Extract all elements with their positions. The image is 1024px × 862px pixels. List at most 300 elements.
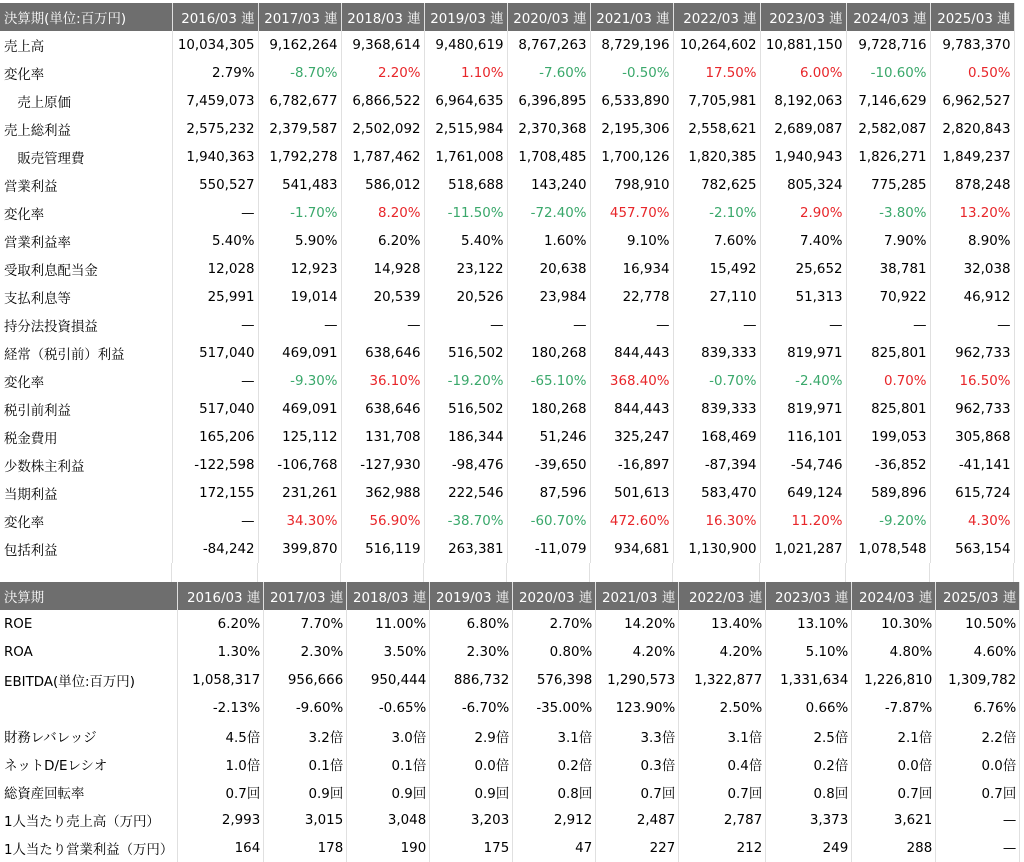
value-cell[interactable]: 10,034,305	[172, 31, 258, 59]
value-cell[interactable]: 0.1倍	[347, 750, 430, 778]
value-cell[interactable]: 1.60%	[507, 227, 590, 255]
value-cell[interactable]: 819,971	[760, 339, 846, 367]
value-cell[interactable]: —	[936, 834, 1020, 862]
value-cell[interactable]: 805,324	[760, 171, 846, 199]
value-cell[interactable]: 16,934	[590, 255, 673, 283]
value-cell[interactable]: -72.40%	[507, 199, 590, 227]
value-cell[interactable]: 583,470	[673, 479, 760, 507]
value-cell[interactable]: 231,261	[258, 479, 341, 507]
value-cell[interactable]: 3,621	[852, 806, 936, 834]
value-cell[interactable]: 819,971	[760, 395, 846, 423]
value-cell[interactable]: 180,268	[507, 395, 590, 423]
value-cell[interactable]: 222,546	[424, 479, 507, 507]
value-cell[interactable]: -106,768	[258, 451, 341, 479]
value-cell[interactable]: 7.70%	[264, 610, 347, 638]
value-cell[interactable]: 19,014	[258, 283, 341, 311]
value-cell[interactable]: 1,792,278	[258, 143, 341, 171]
value-cell[interactable]: 0.1倍	[264, 750, 347, 778]
value-cell[interactable]: -9.60%	[264, 694, 347, 722]
value-cell[interactable]: —	[846, 311, 930, 339]
value-cell[interactable]: 962,733	[930, 339, 1014, 367]
row-label-cell[interactable]: 少数株主利益	[0, 451, 172, 479]
value-cell[interactable]: —	[590, 311, 673, 339]
value-cell[interactable]: 7,705,981	[673, 87, 760, 115]
value-cell[interactable]: -36,852	[846, 451, 930, 479]
value-cell[interactable]: —	[424, 311, 507, 339]
value-cell[interactable]: —	[172, 311, 258, 339]
value-cell[interactable]: 615,724	[930, 479, 1014, 507]
value-cell[interactable]: 70,922	[846, 283, 930, 311]
value-cell[interactable]: 956,666	[264, 666, 347, 694]
value-cell[interactable]: 0.9回	[430, 778, 513, 806]
header-period-cell[interactable]: 2017/03 連	[258, 3, 341, 31]
header-period-cell[interactable]: 2021/03 連	[590, 3, 673, 31]
row-label-cell[interactable]: 持分法投資損益	[0, 311, 172, 339]
value-cell[interactable]: 563,154	[930, 535, 1014, 563]
header-period-cell[interactable]: 2022/03 連	[673, 3, 760, 31]
value-cell[interactable]: 8,192,063	[760, 87, 846, 115]
value-cell[interactable]: 1,290,573	[596, 666, 679, 694]
header-period-cell[interactable]: 2023/03 連	[760, 3, 846, 31]
value-cell[interactable]: 11.00%	[347, 610, 430, 638]
row-label-cell[interactable]: 変化率	[0, 367, 172, 395]
value-cell[interactable]: 2.90%	[760, 199, 846, 227]
value-cell[interactable]: -0.65%	[347, 694, 430, 722]
value-cell[interactable]: 0.80%	[513, 638, 596, 666]
value-cell[interactable]: 2.1倍	[852, 722, 936, 750]
value-cell[interactable]: 1,787,462	[341, 143, 424, 171]
value-cell[interactable]: 399,870	[258, 535, 341, 563]
value-cell[interactable]: 886,732	[430, 666, 513, 694]
value-cell[interactable]: 3,373	[766, 806, 852, 834]
header-label-cell[interactable]: 決算期(単位:百万円)	[0, 3, 172, 31]
value-cell[interactable]: 2.70%	[513, 610, 596, 638]
value-cell[interactable]: 638,646	[341, 395, 424, 423]
value-cell[interactable]: 3,048	[347, 806, 430, 834]
value-cell[interactable]: 2,379,587	[258, 115, 341, 143]
value-cell[interactable]: 2,195,306	[590, 115, 673, 143]
value-cell[interactable]: -87,394	[673, 451, 760, 479]
value-cell[interactable]: 10,881,150	[760, 31, 846, 59]
value-cell[interactable]: 839,333	[673, 339, 760, 367]
value-cell[interactable]: -11,079	[507, 535, 590, 563]
value-cell[interactable]: 1,700,126	[590, 143, 673, 171]
value-cell[interactable]: 125,112	[258, 423, 341, 451]
value-cell[interactable]: 2,487	[596, 806, 679, 834]
row-label-cell[interactable]: 販売管理費	[0, 143, 172, 171]
value-cell[interactable]: 2,370,368	[507, 115, 590, 143]
value-cell[interactable]: 1.0倍	[178, 750, 264, 778]
value-cell[interactable]: 6,964,635	[424, 87, 507, 115]
value-cell[interactable]: -7.60%	[507, 59, 590, 87]
value-cell[interactable]: 6.80%	[430, 610, 513, 638]
value-cell[interactable]: 186,344	[424, 423, 507, 451]
value-cell[interactable]: 3.50%	[347, 638, 430, 666]
row-label-cell[interactable]: 総資産回転率	[0, 778, 178, 806]
value-cell[interactable]: 325,247	[590, 423, 673, 451]
row-label-cell[interactable]: EBITDA(単位:百万円)	[0, 666, 178, 694]
header-period-cell[interactable]: 2016/03 連	[172, 3, 258, 31]
value-cell[interactable]: 1,322,877	[679, 666, 766, 694]
value-cell[interactable]: 10.30%	[852, 610, 936, 638]
value-cell[interactable]: 199,053	[846, 423, 930, 451]
value-cell[interactable]: 1,021,287	[760, 535, 846, 563]
value-cell[interactable]: 3.1倍	[679, 722, 766, 750]
value-cell[interactable]: —	[930, 311, 1014, 339]
value-cell[interactable]: 2,582,087	[846, 115, 930, 143]
value-cell[interactable]: 87,596	[507, 479, 590, 507]
value-cell[interactable]: 368.40%	[590, 367, 673, 395]
value-cell[interactable]: 844,443	[590, 395, 673, 423]
value-cell[interactable]: -1.70%	[258, 199, 341, 227]
row-label-cell[interactable]: 変化率	[0, 199, 172, 227]
value-cell[interactable]: 0.0倍	[852, 750, 936, 778]
row-label-cell[interactable]: 税引前利益	[0, 395, 172, 423]
value-cell[interactable]: 20,638	[507, 255, 590, 283]
value-cell[interactable]: 934,681	[590, 535, 673, 563]
value-cell[interactable]: 0.9回	[264, 778, 347, 806]
value-cell[interactable]: 825,801	[846, 339, 930, 367]
value-cell[interactable]: 6,962,527	[930, 87, 1014, 115]
value-cell[interactable]: 1,309,782	[936, 666, 1020, 694]
value-cell[interactable]: 7,459,073	[172, 87, 258, 115]
value-cell[interactable]: —	[172, 507, 258, 535]
value-cell[interactable]: 516,119	[341, 535, 424, 563]
value-cell[interactable]: -2.40%	[760, 367, 846, 395]
value-cell[interactable]: 212	[679, 834, 766, 862]
value-cell[interactable]: 175	[430, 834, 513, 862]
value-cell[interactable]: 47	[513, 834, 596, 862]
value-cell[interactable]: 8,729,196	[590, 31, 673, 59]
value-cell[interactable]: -60.70%	[507, 507, 590, 535]
value-cell[interactable]: 2.9倍	[430, 722, 513, 750]
value-cell[interactable]: 8.20%	[341, 199, 424, 227]
value-cell[interactable]: 23,984	[507, 283, 590, 311]
value-cell[interactable]: 1,331,634	[766, 666, 852, 694]
value-cell[interactable]: 51,313	[760, 283, 846, 311]
value-cell[interactable]: 0.4倍	[679, 750, 766, 778]
header-period-cell[interactable]: 2020/03 連	[507, 3, 590, 31]
header-period-cell[interactable]: 2024/03 連	[846, 3, 930, 31]
value-cell[interactable]: 8.90%	[930, 227, 1014, 255]
value-cell[interactable]: 0.0倍	[430, 750, 513, 778]
value-cell[interactable]: 0.7回	[596, 778, 679, 806]
value-cell[interactable]: 4.30%	[930, 507, 1014, 535]
value-cell[interactable]: 950,444	[347, 666, 430, 694]
value-cell[interactable]: —	[172, 199, 258, 227]
value-cell[interactable]: -16,897	[590, 451, 673, 479]
row-label-cell[interactable]: 営業利益率	[0, 227, 172, 255]
value-cell[interactable]: 1,078,548	[846, 535, 930, 563]
value-cell[interactable]: 2,689,087	[760, 115, 846, 143]
value-cell[interactable]: 2.5倍	[766, 722, 852, 750]
row-label-cell[interactable]: 売上総利益	[0, 115, 172, 143]
value-cell[interactable]: 7,146,629	[846, 87, 930, 115]
header-label-cell[interactable]: 決算期	[0, 582, 178, 610]
value-cell[interactable]: -39,650	[507, 451, 590, 479]
value-cell[interactable]: 9,480,619	[424, 31, 507, 59]
value-cell[interactable]: 56.90%	[341, 507, 424, 535]
value-cell[interactable]: 2,502,092	[341, 115, 424, 143]
value-cell[interactable]: 1,226,810	[852, 666, 936, 694]
value-cell[interactable]: -98,476	[424, 451, 507, 479]
value-cell[interactable]: 469,091	[258, 395, 341, 423]
value-cell[interactable]: 798,910	[590, 171, 673, 199]
row-label-cell[interactable]: ネットD/Eレシオ	[0, 750, 178, 778]
value-cell[interactable]: 4.20%	[679, 638, 766, 666]
value-cell[interactable]: 34.30%	[258, 507, 341, 535]
value-cell[interactable]: 2,787	[679, 806, 766, 834]
value-cell[interactable]: 541,483	[258, 171, 341, 199]
value-cell[interactable]: 576,398	[513, 666, 596, 694]
value-cell[interactable]: 2.79%	[172, 59, 258, 87]
value-cell[interactable]: 14,928	[341, 255, 424, 283]
row-label-cell[interactable]	[0, 694, 178, 722]
value-cell[interactable]: 27,110	[673, 283, 760, 311]
value-cell[interactable]: 6.76%	[936, 694, 1020, 722]
value-cell[interactable]: 1,940,363	[172, 143, 258, 171]
value-cell[interactable]: 1,826,271	[846, 143, 930, 171]
value-cell[interactable]: -41,141	[930, 451, 1014, 479]
value-cell[interactable]: 9,162,264	[258, 31, 341, 59]
value-cell[interactable]: -84,242	[172, 535, 258, 563]
value-cell[interactable]: 6,396,895	[507, 87, 590, 115]
value-cell[interactable]: 12,923	[258, 255, 341, 283]
value-cell[interactable]: 589,896	[846, 479, 930, 507]
value-cell[interactable]: 13.20%	[930, 199, 1014, 227]
value-cell[interactable]: 0.2倍	[766, 750, 852, 778]
value-cell[interactable]: -38.70%	[424, 507, 507, 535]
value-cell[interactable]: 5.40%	[424, 227, 507, 255]
value-cell[interactable]: 0.66%	[766, 694, 852, 722]
value-cell[interactable]: 775,285	[846, 171, 930, 199]
value-cell[interactable]: 3,015	[264, 806, 347, 834]
value-cell[interactable]: 288	[852, 834, 936, 862]
header-period-cell[interactable]: 2019/03 連	[430, 582, 513, 610]
value-cell[interactable]: 5.10%	[766, 638, 852, 666]
value-cell[interactable]: -2.13%	[178, 694, 264, 722]
value-cell[interactable]: 825,801	[846, 395, 930, 423]
value-cell[interactable]: -54,746	[760, 451, 846, 479]
value-cell[interactable]: 4.80%	[852, 638, 936, 666]
value-cell[interactable]: 501,613	[590, 479, 673, 507]
value-cell[interactable]: 3.3倍	[596, 722, 679, 750]
row-label-cell[interactable]: 売上原価	[0, 87, 172, 115]
value-cell[interactable]: 516,502	[424, 339, 507, 367]
header-period-cell[interactable]: 2025/03 連	[930, 3, 1014, 31]
value-cell[interactable]: 168,469	[673, 423, 760, 451]
row-label-cell[interactable]: 経常（税引前）利益	[0, 339, 172, 367]
value-cell[interactable]: 9,783,370	[930, 31, 1014, 59]
row-label-cell[interactable]: 当期利益	[0, 479, 172, 507]
value-cell[interactable]: -11.50%	[424, 199, 507, 227]
row-label-cell[interactable]: 売上高	[0, 31, 172, 59]
value-cell[interactable]: 0.7回	[679, 778, 766, 806]
value-cell[interactable]: 1,058,317	[178, 666, 264, 694]
value-cell[interactable]: 16.50%	[930, 367, 1014, 395]
value-cell[interactable]: 7.40%	[760, 227, 846, 255]
value-cell[interactable]: -10.60%	[846, 59, 930, 87]
header-period-cell[interactable]: 2025/03 連	[936, 582, 1020, 610]
value-cell[interactable]: 6,866,522	[341, 87, 424, 115]
value-cell[interactable]: 516,502	[424, 395, 507, 423]
value-cell[interactable]: 2,993	[178, 806, 264, 834]
value-cell[interactable]: 38,781	[846, 255, 930, 283]
value-cell[interactable]: —	[341, 311, 424, 339]
header-period-cell[interactable]: 2022/03 連	[679, 582, 766, 610]
value-cell[interactable]: 131,708	[341, 423, 424, 451]
value-cell[interactable]: 7.60%	[673, 227, 760, 255]
value-cell[interactable]: 5.90%	[258, 227, 341, 255]
value-cell[interactable]: 4.60%	[936, 638, 1020, 666]
value-cell[interactable]: 0.7回	[178, 778, 264, 806]
value-cell[interactable]: 11.20%	[760, 507, 846, 535]
value-cell[interactable]: 1,940,943	[760, 143, 846, 171]
value-cell[interactable]: 3.0倍	[347, 722, 430, 750]
value-cell[interactable]: 2,558,621	[673, 115, 760, 143]
value-cell[interactable]: 249	[766, 834, 852, 862]
value-cell[interactable]: -65.10%	[507, 367, 590, 395]
value-cell[interactable]: 2.20%	[341, 59, 424, 87]
value-cell[interactable]: 22,778	[590, 283, 673, 311]
value-cell[interactable]: 839,333	[673, 395, 760, 423]
value-cell[interactable]: 6,782,677	[258, 87, 341, 115]
value-cell[interactable]: 13.10%	[766, 610, 852, 638]
value-cell[interactable]: 1,761,008	[424, 143, 507, 171]
value-cell[interactable]: 586,012	[341, 171, 424, 199]
value-cell[interactable]: 362,988	[341, 479, 424, 507]
value-cell[interactable]: -8.70%	[258, 59, 341, 87]
row-label-cell[interactable]: 変化率	[0, 59, 172, 87]
value-cell[interactable]: 0.9回	[347, 778, 430, 806]
value-cell[interactable]: —	[258, 311, 341, 339]
value-cell[interactable]: 4.5倍	[178, 722, 264, 750]
value-cell[interactable]: -9.30%	[258, 367, 341, 395]
value-cell[interactable]: -6.70%	[430, 694, 513, 722]
header-period-cell[interactable]: 2020/03 連	[513, 582, 596, 610]
value-cell[interactable]: 0.3倍	[596, 750, 679, 778]
value-cell[interactable]: 180,268	[507, 339, 590, 367]
value-cell[interactable]: 3.2倍	[264, 722, 347, 750]
value-cell[interactable]: 782,625	[673, 171, 760, 199]
value-cell[interactable]: —	[673, 311, 760, 339]
value-cell[interactable]: 15,492	[673, 255, 760, 283]
value-cell[interactable]: 14.20%	[596, 610, 679, 638]
row-label-cell[interactable]: 支払利息等	[0, 283, 172, 311]
value-cell[interactable]: —	[507, 311, 590, 339]
value-cell[interactable]: 457.70%	[590, 199, 673, 227]
value-cell[interactable]: -127,930	[341, 451, 424, 479]
value-cell[interactable]: 51,246	[507, 423, 590, 451]
value-cell[interactable]: -2.10%	[673, 199, 760, 227]
value-cell[interactable]: 2,515,984	[424, 115, 507, 143]
value-cell[interactable]: 123.90%	[596, 694, 679, 722]
value-cell[interactable]: 10,264,602	[673, 31, 760, 59]
value-cell[interactable]: 12,028	[172, 255, 258, 283]
row-label-cell[interactable]: 受取利息配当金	[0, 255, 172, 283]
value-cell[interactable]: 9,728,716	[846, 31, 930, 59]
value-cell[interactable]: 518,688	[424, 171, 507, 199]
value-cell[interactable]: 3.1倍	[513, 722, 596, 750]
value-cell[interactable]: 190	[347, 834, 430, 862]
value-cell[interactable]: 0.70%	[846, 367, 930, 395]
value-cell[interactable]: -3.80%	[846, 199, 930, 227]
value-cell[interactable]: 10.50%	[936, 610, 1020, 638]
value-cell[interactable]: 2.50%	[679, 694, 766, 722]
value-cell[interactable]: 164	[178, 834, 264, 862]
value-cell[interactable]: -0.50%	[590, 59, 673, 87]
value-cell[interactable]: 2.30%	[264, 638, 347, 666]
value-cell[interactable]: 1,130,900	[673, 535, 760, 563]
value-cell[interactable]: 2,575,232	[172, 115, 258, 143]
value-cell[interactable]: 2,820,843	[930, 115, 1014, 143]
value-cell[interactable]: 0.7回	[852, 778, 936, 806]
header-period-cell[interactable]: 2018/03 連	[347, 582, 430, 610]
value-cell[interactable]: 7.90%	[846, 227, 930, 255]
value-cell[interactable]: 116,101	[760, 423, 846, 451]
value-cell[interactable]: 517,040	[172, 339, 258, 367]
value-cell[interactable]: 165,206	[172, 423, 258, 451]
value-cell[interactable]: 472.60%	[590, 507, 673, 535]
value-cell[interactable]: 8,767,263	[507, 31, 590, 59]
value-cell[interactable]: -9.20%	[846, 507, 930, 535]
value-cell[interactable]: -35.00%	[513, 694, 596, 722]
value-cell[interactable]: 13.40%	[679, 610, 766, 638]
value-cell[interactable]: -19.20%	[424, 367, 507, 395]
value-cell[interactable]: 6,533,890	[590, 87, 673, 115]
value-cell[interactable]: 6.20%	[178, 610, 264, 638]
row-label-cell[interactable]: 1人当たり営業利益（万円）	[0, 834, 178, 862]
value-cell[interactable]: 178	[264, 834, 347, 862]
value-cell[interactable]: 878,248	[930, 171, 1014, 199]
value-cell[interactable]: 172,155	[172, 479, 258, 507]
value-cell[interactable]: 0.2倍	[513, 750, 596, 778]
row-label-cell[interactable]: ROE	[0, 610, 178, 638]
value-cell[interactable]: 263,381	[424, 535, 507, 563]
value-cell[interactable]: 2.2倍	[936, 722, 1020, 750]
row-label-cell[interactable]: 財務レバレッジ	[0, 722, 178, 750]
value-cell[interactable]: 25,991	[172, 283, 258, 311]
row-label-cell[interactable]: 税金費用	[0, 423, 172, 451]
value-cell[interactable]: —	[172, 367, 258, 395]
value-cell[interactable]: 1.10%	[424, 59, 507, 87]
value-cell[interactable]: 469,091	[258, 339, 341, 367]
value-cell[interactable]: 4.20%	[596, 638, 679, 666]
value-cell[interactable]: 3,203	[430, 806, 513, 834]
row-label-cell[interactable]: 1人当たり売上高（万円）	[0, 806, 178, 834]
header-period-cell[interactable]: 2019/03 連	[424, 3, 507, 31]
value-cell[interactable]: 227	[596, 834, 679, 862]
header-period-cell[interactable]: 2018/03 連	[341, 3, 424, 31]
value-cell[interactable]: 1,820,385	[673, 143, 760, 171]
value-cell[interactable]: 36.10%	[341, 367, 424, 395]
value-cell[interactable]: 20,526	[424, 283, 507, 311]
value-cell[interactable]: 1.30%	[178, 638, 264, 666]
value-cell[interactable]: 1,708,485	[507, 143, 590, 171]
value-cell[interactable]: 16.30%	[673, 507, 760, 535]
value-cell[interactable]: 23,122	[424, 255, 507, 283]
row-label-cell[interactable]: ROA	[0, 638, 178, 666]
header-period-cell[interactable]: 2016/03 連	[178, 582, 264, 610]
header-period-cell[interactable]: 2023/03 連	[766, 582, 852, 610]
value-cell[interactable]: 2.30%	[430, 638, 513, 666]
row-label-cell[interactable]: 変化率	[0, 507, 172, 535]
header-period-cell[interactable]: 2021/03 連	[596, 582, 679, 610]
value-cell[interactable]: 0.0倍	[936, 750, 1020, 778]
value-cell[interactable]: -0.70%	[673, 367, 760, 395]
row-label-cell[interactable]: 営業利益	[0, 171, 172, 199]
value-cell[interactable]: 0.8回	[513, 778, 596, 806]
